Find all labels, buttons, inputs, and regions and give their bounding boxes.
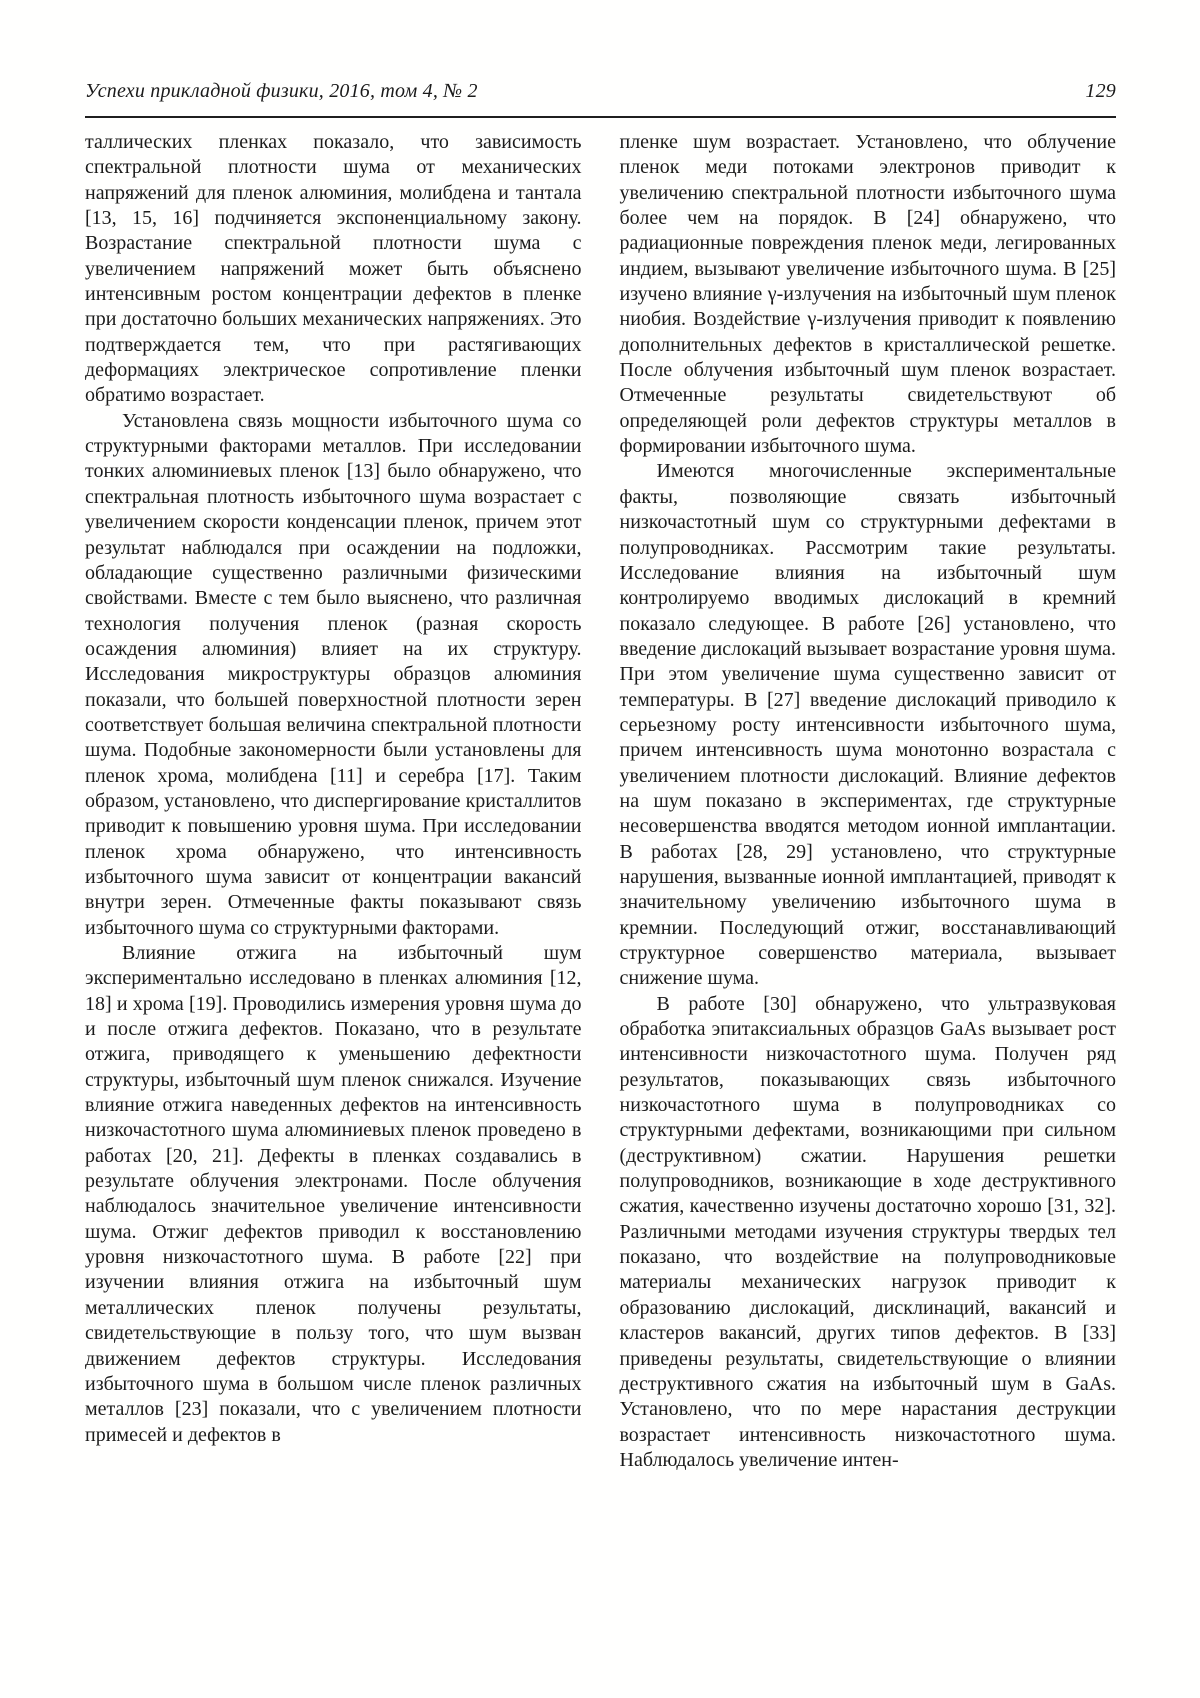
paragraph-continuation: пленке шум возрастает. Установлено, что облучение пленок меди потоками электронов приводит к увеличению спектральной плотности избыточного шума более чем на порядок. В [24] обнаружено, что радиационные повреждения пленок меди, легированных индием, вызывают увеличение избыточного шума. В [25] изучено влияние γ-излучения на избыточный шум пленок ниобия. Воздействие γ-излучения приводит к появлению дополнительных дефектов в кристаллической решетке. После облучения избыточный шум пленок возрастает. Отмеченные результаты свидетельствуют об определяющей роли дефектов структуры металлов в формировании избыточного шума. <box>619 131 1116 458</box>
running-head-page-number: 129 <box>1085 80 1116 102</box>
running-head <box>85 80 1116 103</box>
paragraph-continuation: таллических пленках показало, что зависимость спектральной плотности шума от механических напряжений для пленок алюминия, молибдена и тантала [13, 15, 16] подчиняется экспоненциальному закону. Возрастание спектральной плотности шума с увеличением напряжений может быть объяснено интенсивным ростом концентрации дефектов в пленке при достаточно больших механических напряжениях. Это подтверждается тем, что при растягивающих деформациях электрическое сопротивление пленки обратимо возрастает. <box>85 131 582 407</box>
paragraph: Влияние отжига на избыточный шум экспериментально исследовано в пленках алюминия [12, 18] и хрома [19]. Проводились измерения уровня шума до и после отжига дефектов. Показано, что в результате отжига, приводящего к уменьшению дефектности структуры, избыточный шум пленок снижался. Изучение влияние отжига наведенных дефектов на интенсивность низкочастотного шума алюминиевых пленок проведено в работах [20, 21]. Дефекты в пленках создавались в результате облучения электронами. После облучения наблюдалось значительное увеличение интенсивности шума. Отжиг дефектов приводил к восстановлению уровня низкочастотного шума. В работе [22] при изучении влияния отжига на избыточный шум металлических пленок получены результаты, свидетельствующие в пользу того, что шум вызван движением дефектов структуры. Исследования избыточного шума в большом числе пленок различных металлов [23] показали, что с увеличением плотности примесей и дефектов в <box>85 942 582 1446</box>
header-rule <box>85 116 1116 118</box>
left-column <box>85 130 582 1473</box>
paragraph: В работе [30] обнаружено, что ультразвуковая обработка эпитаксиальных образцов GaAs вызывает рост интенсивности низкочастотного шума. Получен ряд результатов, показывающих связь избыточного низкочастотного шума в полупроводниках со структурными дефектами, возникающими при сильном (деструктивном) сжатии. Нарушения решетки полупроводников, возникающие в ходе деструктивного сжатия, качественно изучены достаточно хорошо [31, 32]. Различными методами изучения структуры твердых тел показано, что воздействие на полупроводниковые материалы механических нагрузок приводит к образованию дислокаций, дисклинаций, вакансий и кластеров вакансий, других типов дефектов. В [33] приведены результаты, свидетельствующие о влиянии деструктивного сжатия на избыточный шум в GaAs. Установлено, что по мере нарастания деструкции возрастает интенсивность низкочастотного шума. Наблюдалось увеличение интен- <box>619 992 1116 1471</box>
right-column <box>620 130 1117 1473</box>
paragraph: Установлена связь мощности избыточного шума со структурными факторами металлов. При исследовании тонких алюминиевых пленок [13] было обнаружено, что спектральная плотность избыточного шума возрастает с увеличением скорости конденсации пленок, причем этот результат наблюдался при осаждении на подложки, обладающие существенно различными физическими свойствами. Вместе с тем было выяснено, что различная технология получения пленок (разная скорость осаждения алюминия) влияет на их структуру. Исследования микроструктуры образцов алюминия показали, что большей поверхностной плотности зерен соответствует большая величина спектральной плотности шума. Подобные закономерности были установлены для пленок хрома, молибдена [11] и серебра [17]. Таким образом, установлено, что диспергирование кристаллитов приводит к повышению уровня шума. При исследовании пленок хрома обнаружено, что интенсивность избыточного шума зависит от концентрации вакансий внутри зерен. Отмеченные факты показывают связь избыточного шума со структурными факторами. <box>85 409 582 939</box>
paragraph: Имеются многочисленные экспериментальные факты, позволяющие связать избыточный низкочастотный шум со структурными дефектами в полупроводниках. Рассмотрим такие результаты. Исследование влияния на избыточный шум контролируемо вводимых дислокаций в кремний показало следующее. В работе [26] установлено, что введение дислокаций вызывает возрастание уровня шума. При этом увеличение шума существенно зависит от температуры. В [27] введение дислокаций приводило к серьезному росту интенсивности избыточного шума, причем интенсивность шума монотонно возрастала с увеличением плотности дислокаций. Влияние дефектов на шум показано в экспериментах, где структурные несовершенства вводятся методом ионной имплантации. В работах [28, 29] установлено, что структурные нарушения, вызванные ионной имплантацией, приводят к значительному увеличению избыточного шума в кремнии. Последующий отжиг, восстанавливающий структурное совершенство материала, вызывает снижение шума. <box>619 460 1116 990</box>
page-body <box>85 130 1116 1473</box>
running-head-journal-ref: Успехи прикладной физики, 2016, том 4, № 2 <box>85 80 478 102</box>
